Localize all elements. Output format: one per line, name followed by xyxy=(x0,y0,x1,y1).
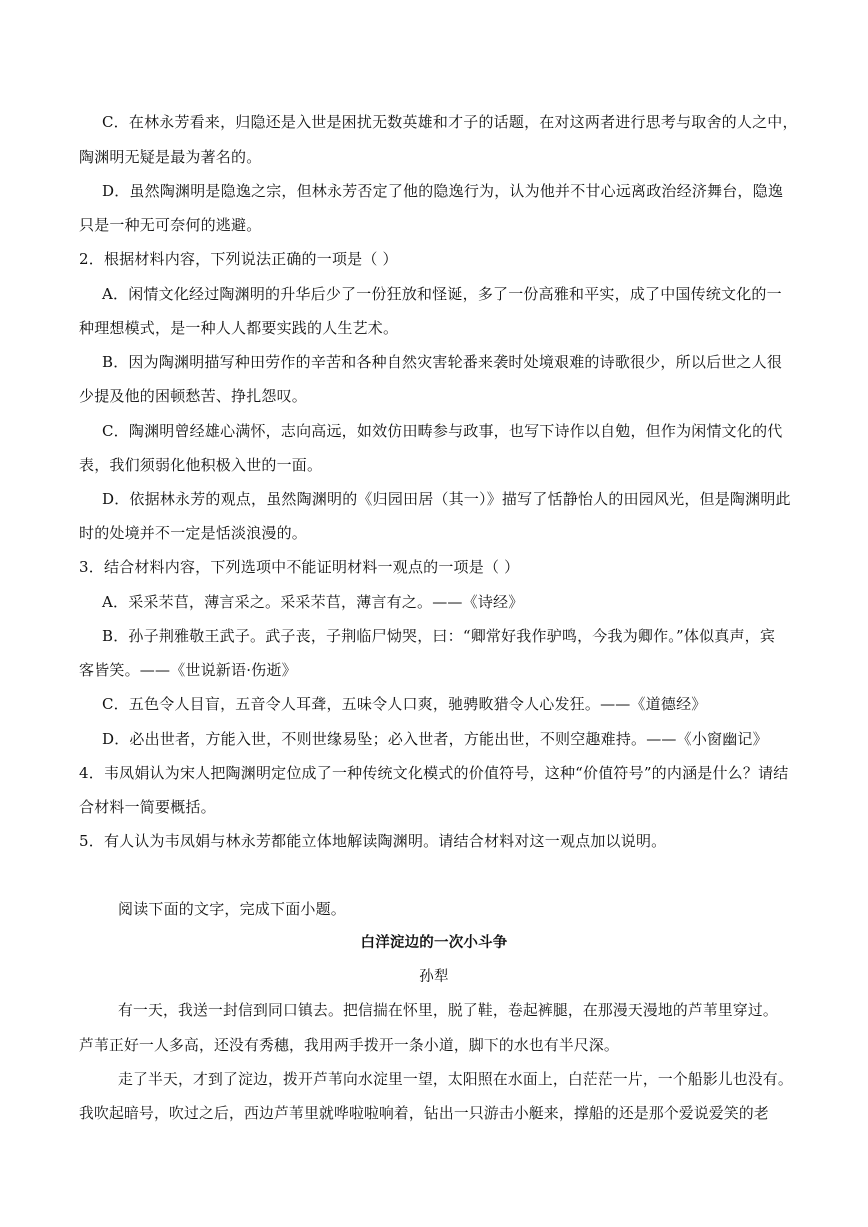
q2-option-b-line-2: 少提及他的困顿愁苦、挣扎怨叹。 xyxy=(79,387,308,405)
q2-option-a-line-1: A．闲情文化经过陶渊明的升华后少了一份狂放和怪诞，多了一份高雅和平实，成了中国传统文化的一 xyxy=(102,285,782,303)
story-author: 孙犁 xyxy=(419,969,449,985)
story-para-2-line-1: 走了半天，才到了淀边，拨开芦苇向水淀里一望，太阳照在水面上，白茫茫一片，一个船影儿也没有。 xyxy=(118,1071,793,1088)
q3-option-b-line-1: B．孙子荆雅敬王武子。武子丧，子荆临尸恸哭，曰：“卿常好我作驴鸣，今我为卿作。”体似真声，宾 xyxy=(102,627,776,645)
story-title: 白洋淀边的一次小斗争 xyxy=(360,934,508,951)
q2-option-b-line-1: B．因为陶渊明描写种田劳作的辛苦和各种自然灾害轮番来袭时处境艰难的诗歌很少，所以后世之人很 xyxy=(102,353,783,371)
q3-option-c: C．五色令人目盲，五音令人耳聋，五味令人口爽，驰骋畋猎令人心发狂。——《道德经》 xyxy=(102,695,707,713)
question-4-line-2: 合材料一简要概括。 xyxy=(79,798,216,816)
option-d-line-2: 只是一种无可奈何的逃避。 xyxy=(79,216,262,234)
question-3: 3．结合材料内容，下列选项中不能证明材料一观点的一项是（ ） xyxy=(79,558,520,576)
q3-option-b-line-2: 客皆笑。——《世说新语·伤逝》 xyxy=(79,661,297,679)
story-para-1-line-2: 芦苇正好一人多高，还没有秀穗，我用两手拨开一条小道，脚下的水也有半尺深。 xyxy=(79,1037,619,1054)
q2-option-a-line-2: 种理想模式，是一种人人都要实践的人生艺术。 xyxy=(79,319,399,337)
q2-option-d-line-1: D．依据林永芳的观点，虽然陶渊明的《归园田居（其一）》描写了恬静怡人的田园风光，但是陶渊明此 xyxy=(102,490,791,508)
question-5: 5．有人认为韦凤娟与林永芳都能立体地解读陶渊明。请结合材料对这一观点加以说明。 xyxy=(79,832,667,850)
q2-option-c-line-1: C．陶渊明曾经雄心满怀，志向高远，如效仿田畴参与政事，也写下诗作以自勉，但作为闲情文化的代 xyxy=(102,422,783,440)
reading-instruction: 阅读下面的文字，完成下面小题。 xyxy=(118,900,347,918)
option-c-line-2: 陶渊明无疑是最为著名的。 xyxy=(79,148,262,166)
q3-option-d: D．必出世者，方能入世，不则世缘易坠；必入世者，方能出世，不则空趣难持。——《小窗幽记》 xyxy=(102,730,768,748)
q3-option-a: A．采采芣苢，薄言采之。采采芣苢，薄言有之。——《诗经》 xyxy=(102,593,524,611)
story-para-1-line-1: 有一天，我送一封信到同口镇去。把信揣在怀里，脱了鞋，卷起裤腿，在那漫天漫地的芦苇里穿过。 xyxy=(118,1002,778,1019)
q2-option-c-line-2: 表，我们须弱化他积极入世的一面。 xyxy=(79,456,323,474)
option-c-line-1: C．在林永芳看来，归隐还是入世是困扰无数英雄和才子的话题，在对这两者进行思考与取舍的人之中， xyxy=(102,113,798,131)
option-d-line-1: D．虽然陶渊明是隐逸之宗，但林永芳否定了他的隐逸行为，认为他并不甘心远离政治经济舞台，隐逸 xyxy=(102,182,784,200)
story-para-2-line-2: 我吹起暗号，吹过之后，西边芦苇里就哗啦啦响着，钻出一只游击小艇来，撑船的还是那个爱说爱笑的老 xyxy=(79,1105,769,1122)
q2-option-d-line-2: 时的处境并不一定是恬淡浪漫的。 xyxy=(79,524,308,542)
question-4-line-1: 4．韦凤娟认为宋人把陶渊明定位成了一种传统文化模式的价值符号，这种“价值符号”的内涵是什么？请结 xyxy=(79,764,789,782)
question-2: 2．根据材料内容，下列说法正确的一项是（ ） xyxy=(79,250,398,268)
